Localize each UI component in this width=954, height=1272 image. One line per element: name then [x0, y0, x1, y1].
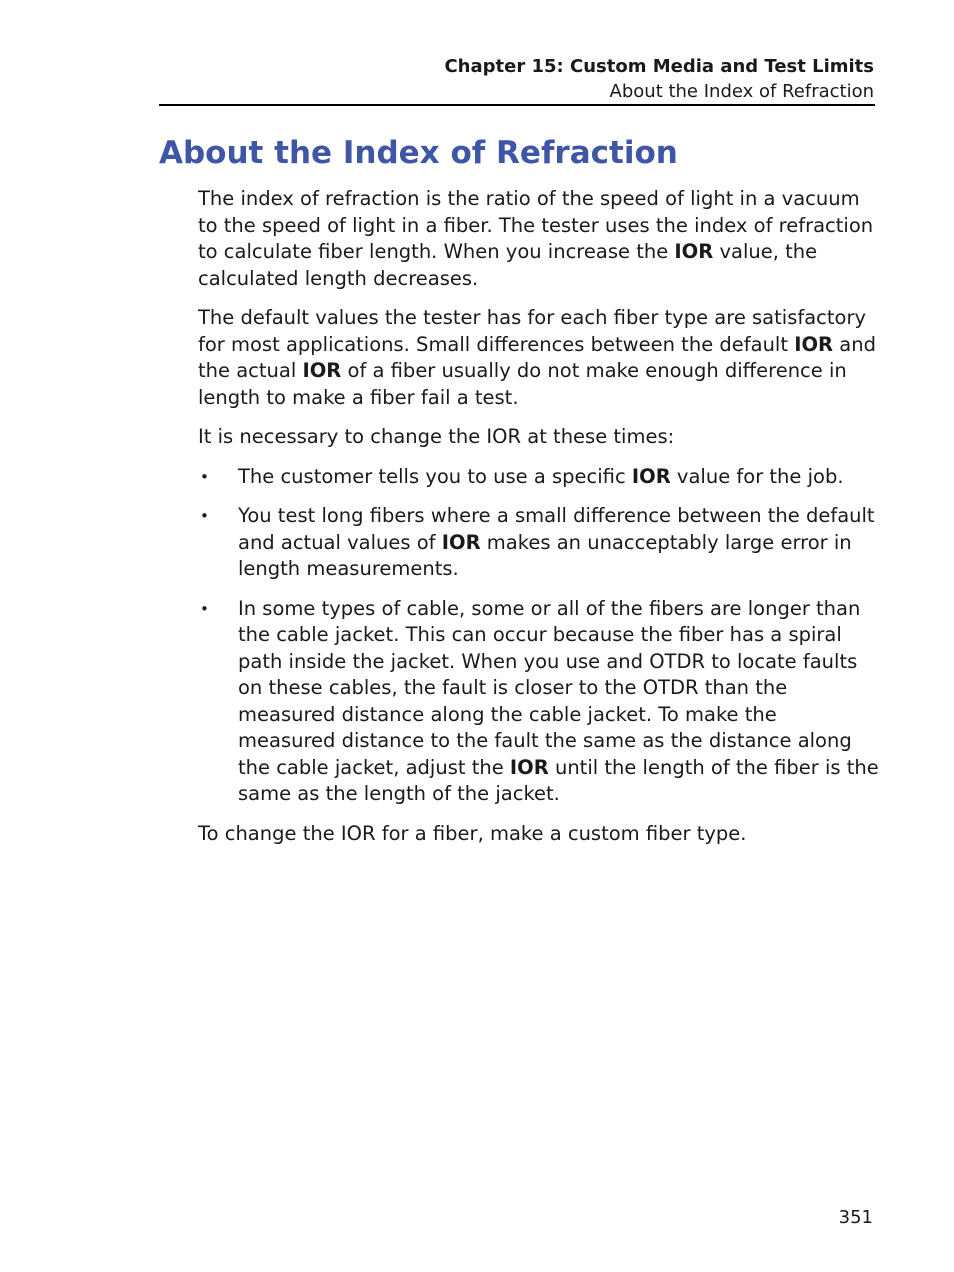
ior-term: IOR	[441, 530, 481, 554]
page-number: 351	[838, 1207, 873, 1228]
body-text	[198, 186, 880, 860]
list-item	[198, 464, 880, 491]
paragraph-default-values	[198, 305, 880, 411]
bullet-marker: •	[200, 467, 209, 486]
text-run: You test long fibers where a small difference between the default and actual values of	[238, 504, 875, 554]
ior-term: IOR	[794, 332, 834, 356]
ior-term: IOR	[631, 464, 671, 488]
bullet-marker: •	[200, 507, 209, 525]
paragraph-ior-definition	[198, 186, 880, 292]
bullet-marker: •	[200, 599, 209, 618]
chapter-title: Chapter 15: Custom Media and Test Limits	[444, 56, 874, 77]
paragraph-when-to-change: It is necessary to change the IOR at these times:	[198, 425, 675, 448]
text-run: The customer tells you to use a specific	[238, 464, 632, 488]
paragraph-custom-fiber: To change the IOR for a fiber, make a custom fiber type.	[198, 821, 747, 845]
text-run: value for the job.	[670, 464, 844, 488]
ior-term: IOR	[509, 755, 549, 779]
section-title: About the Index of Refraction	[609, 81, 874, 102]
page-title: About the Index of Refraction	[159, 135, 678, 171]
text-run: In some types of cable, some or all of the fibers are longer than the cable jacket. This can occur because the fiber has a spiral path inside the jacket. When you use and OTDR to locate faults on these cables, the fault is closer to the OTDR than the measured distance along the cable jacket. To make the measured distance to the fault the same as the distance along the cable jacket, adjust the	[238, 596, 861, 779]
text-run: of a fiber usually do not make enough difference in length to make a fiber fail a test.	[198, 359, 847, 409]
ior-term: IOR	[302, 359, 342, 382]
text-run: makes an unacceptably large error in length measurements.	[238, 530, 852, 580]
text-run: The index of refraction is the ratio of the speed of light in a vacuum to the speed of light in a fiber. The tester uses the index of refraction to calculate fiber length. When you increase the	[198, 187, 874, 263]
text-run: value, the calculated length decreases.	[198, 240, 818, 290]
running-header	[159, 54, 874, 104]
list-item	[198, 503, 880, 583]
bullet-list	[198, 464, 880, 808]
header-rule	[159, 104, 875, 106]
text-run: until the length of the fiber is the same as the length of the jacket.	[238, 755, 879, 805]
text-run: and the actual	[198, 332, 876, 382]
list-item	[198, 596, 880, 808]
text-run: The default values the tester has for each fiber type are satisfactory for most applications. Small differences between the default	[198, 306, 867, 356]
ior-term: IOR	[674, 240, 714, 263]
